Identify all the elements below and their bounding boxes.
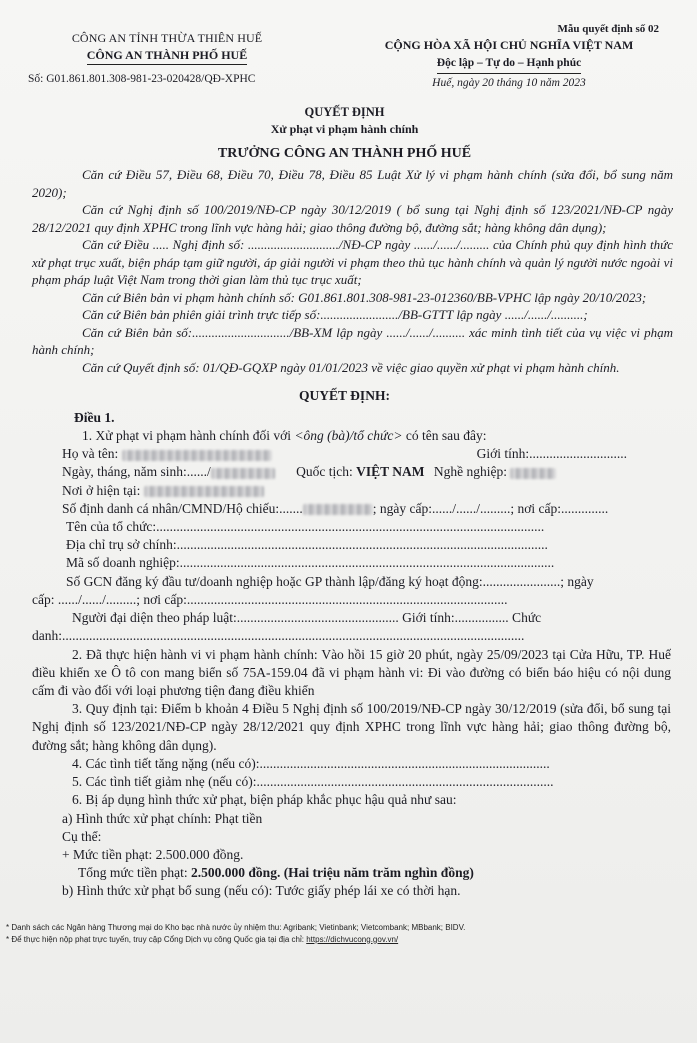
regulation-reference: 3. Quy định tại: Điểm b khoản 4 Điều 5 Nghị định số 100/2019/NĐ-CP ngày 30/12/2019 (sửa đổi, bổ sung tại Nghị định số 123/2021/NĐ-CP ngày 28/12/2021 quy định XPHC trong lĩnh vực hàng hải; giao thông đường bộ, đường sắt; hàng không dân dụng). <box>32 701 671 753</box>
representative-title: danh:......................................................................................................................................... <box>32 628 525 644</box>
nationality-value: VIỆT NAM <box>356 464 425 480</box>
additional-penalty: b) Hình thức xử phạt bổ sung (nếu có): Tước giấy phép lái xe có thời hạn. <box>62 883 461 899</box>
issuing-authority: TRƯỞNG CÔNG AN THÀNH PHỐ HUẾ <box>217 146 472 162</box>
dob-row <box>32 463 671 481</box>
document-header <box>12 22 677 104</box>
footnote-banks: * Danh sách các Ngân hàng Thương mại do Kho bạc nhà nước ủy nhiệm thu: Agribank; Vietinbank; Vietcombank; MBbank; BIDV. <box>6 923 466 932</box>
residence-label: Nơi ở hiện tại: <box>62 482 141 498</box>
fine-item: + Mức tiền phạt: 2.500.000 đồng. <box>62 846 244 862</box>
dob-label: Ngày, tháng, năm sinh:....../ <box>62 464 211 480</box>
gcn-issue-line: cấp: ....../....../.........; nơi cấp:............................................................................................... <box>32 591 508 607</box>
nationality-label: Quốc tịch: <box>296 464 353 480</box>
redacted-occupation <box>510 468 556 479</box>
total-fine-value: 2.500.000 đồng. (Hai triệu năm trăm nghìn đồng) <box>191 865 474 881</box>
article-heading: Điều 1. <box>74 409 115 425</box>
nation-name: CỘNG HÒA XÃ HỘI CHỦ NGHĨA VIỆT NAM <box>384 37 634 52</box>
mitigating-circumstances: 5. Các tình tiết giảm nhẹ (nếu có):........................................................................................ <box>72 774 554 790</box>
redacted-name <box>122 450 272 461</box>
subject-type: <ông (bà)/tổ chức> <box>294 427 403 443</box>
penalty-intro: 1. Xử phạt vi phạm hành chính đối với <ông (bà)/tổ chức> có tên sau đây: <box>82 427 487 443</box>
redacted-id <box>303 504 373 515</box>
document-title: QUYẾT ĐỊNH <box>304 105 385 119</box>
footnotes <box>6 922 686 945</box>
gcn-line: Số GCN đăng ký đầu tư/doanh nghiệp hoặc GP thành lập/đăng ký hoạt động:.......................; ngày <box>66 573 594 589</box>
dichvucong-link[interactable]: https://dichvucong.gov.vn/ <box>306 934 399 944</box>
document-subtitle: Xử phạt vi phạm hành chính <box>270 121 419 136</box>
legal-representative: Người đại diện theo pháp luật:................................................ Giới tính:................ Chức <box>72 610 542 626</box>
agency-name: CÔNG AN THÀNH PHỐ HUẾ <box>87 47 247 65</box>
legal-basis: Căn cứ Điều ..... Nghị định số: ............................/NĐ-CP ngày ....../....../......... của Chính phủ quy định hình thức xử phạt trục xuất, biện pháp tạm giữ người, áp giải người vi phạm theo thủ tục hành chính và quản lý người nước ngoài vi phạm pháp luật Việt Nam trong thời gian làm thủ tục trục xuất; <box>32 237 673 288</box>
residence-row <box>32 482 671 500</box>
id-label: Số định danh cá nhân/CMND/Hộ chiếu:....... <box>62 500 303 516</box>
legal-basis: Căn cứ Biên bản vi phạm hành chính số: G01.861.801.308-981-23-012360/BB-VPHC lập ngày 20/10/2023; <box>82 289 647 305</box>
violation-description: 2. Đã thực hiện hành vi vi phạm hành chính: Vào hồi 15 giờ 20 phút, ngày 25/09/2023 tại Cửa Hữu, TP. Huế điều khiển xe Ô tô con mang biển số 75A-159.04 đã vi phạm hành vi: Đi vào đường có biển báo hiệu có nội dung cấm đi vào đối với loại phương tiện đang điều khiển <box>32 646 671 699</box>
total-fine: Tổng mức tiền phạt: 2.500.000 đồng. (Hai triệu năm trăm nghìn đồng) <box>78 865 474 881</box>
org-tax-code: Mã số doanh nghiệp:............................................................................................................... <box>66 555 555 571</box>
gender-label: Giới tính:............................. <box>476 446 627 462</box>
legal-basis: Căn cứ Biên bản số:............................../BB-XM lập ngày ....../....../.......... xác minh tình tiết của vụ việc vi phạm hành chính; <box>32 324 673 358</box>
national-motto: Độc lập – Tự do – Hạnh phúc <box>437 56 581 74</box>
agency-block <box>28 30 302 85</box>
agency-parent: CÔNG AN TỈNH THỪA THIÊN HUẾ <box>71 31 263 45</box>
aggravating-circumstances: 4. Các tình tiết tăng nặng (nếu có):...................................................................................... <box>72 755 550 771</box>
legal-bases <box>12 166 677 377</box>
nation-block <box>359 22 659 91</box>
main-penalty: a) Hình thức xử phạt chính: Phạt tiền <box>62 810 263 826</box>
name-label: Họ và tên: <box>62 446 119 462</box>
legal-basis: Căn cứ Biên bản phiên giải trình trực tiếp số:......................../BB-GTTT lập ngày ....../....../..........; <box>82 307 588 323</box>
specifically-label: Cụ thể: <box>62 828 102 844</box>
form-label: Mẫu quyết định số 02 <box>557 23 659 35</box>
legal-basis: Căn cứ Quyết định số: 01/QĐ-GQXP ngày 01/01/2023 về việc giao quyền xử phạt vi phạm hành chính. <box>82 359 620 375</box>
redacted-residence <box>144 486 264 497</box>
footnote-online: * Để thực hiện nộp phạt trực tuyến, truy cập Cổng Dịch vụ công Quốc gia tại địa chỉ: https://dichvucong.gov.vn/ <box>6 934 399 944</box>
org-name: Tên của tổ chức:................................................................................................................... <box>66 519 545 535</box>
occupation-label: Nghề nghiệp: <box>433 464 507 480</box>
id-issued: ; ngày cấp:....../....../.........; nơi cấp:.............. <box>372 500 609 516</box>
legal-basis: Căn cứ Điều 57, Điều 68, Điều 70, Điều 78, Điều 85 Luật Xử lý vi phạm hành chính (sửa đổi, bổ sung năm 2020); <box>32 166 673 200</box>
name-row <box>32 445 671 463</box>
place-date: Huế, ngày 20 tháng 10 năm 2023 <box>432 76 586 89</box>
id-row <box>32 500 671 518</box>
article-1 <box>12 409 677 901</box>
org-address: Địa chỉ trụ sở chính:.............................................................................................................. <box>66 537 548 553</box>
legal-basis: Căn cứ Nghị định số 100/2019/NĐ-CP ngày 30/12/2019 ( bổ sung tại Nghị định số 123/2021/NĐ-CP ngày 28/12/2021 quy định XPHC trong lĩnh vực hàng hải; giao thông đường bộ, đường sắt; hàng không dân dụng); <box>32 202 673 235</box>
penalty-measures: 6. Bị áp dụng hình thức xử phạt, biện pháp khắc phục hậu quả như sau: <box>72 792 457 808</box>
redacted-dob <box>211 468 275 479</box>
document-number: Số: G01.861.801.308-981-23-020428/QĐ-XPHC <box>28 73 256 85</box>
decision-heading: QUYẾT ĐỊNH: <box>299 387 390 403</box>
